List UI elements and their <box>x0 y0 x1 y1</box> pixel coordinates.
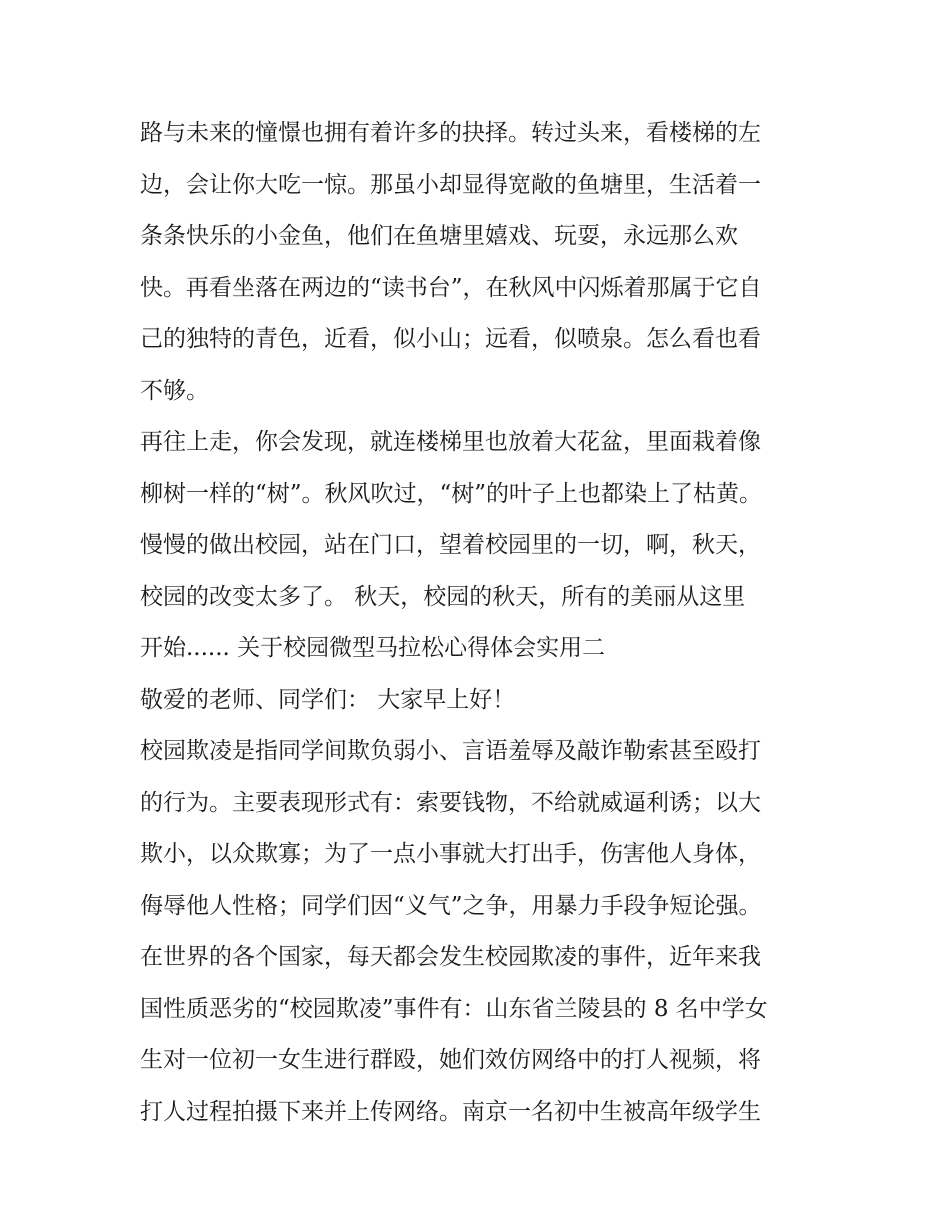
text-line: 条条快乐的小金鱼，他们在鱼塘里嬉戏、玩耍，永远那么欢 <box>140 223 738 249</box>
text-line: 校园的改变太多了。 秋天，校园的秋天，所有的美丽从这里 <box>140 583 746 610</box>
text-line: 开始...... 关于校园微型马拉松心得体会实用二 <box>140 635 606 661</box>
text-line: 快。再看坐落在两边的“读书台”，在秋风中闪烁着那属于它自 <box>140 274 762 301</box>
text-line: 校园欺凌是指同学间欺负弱小、言语羞辱及敲诈勒索甚至殴打 <box>140 738 761 764</box>
text-line: 国性质恶劣的“校园欺凌”事件有：山东省兰陵县的 8 名中学女 <box>140 995 768 1022</box>
text-line: 边，会让你大吃一惊。那虽小却显得宽敞的鱼塘里，生活着一 <box>140 171 761 198</box>
text-line: 己的独特的青色，近看，似小山；远看，似喷泉。怎么看也看 <box>140 326 761 352</box>
text-line: 路与未来的憧憬也拥有着许多的抉择。转过头来，看楼梯的左 <box>140 120 761 146</box>
document-body <box>140 108 820 1138</box>
text-line: 生对一位初一女生进行群殴，她们效仿网络中的打人视频，将 <box>140 1047 761 1073</box>
text-line: 敬爱的老师、同学们： 大家早上好！ <box>140 686 516 713</box>
text-line: 不够。 <box>140 377 209 404</box>
text-line: 再往上走，你会发现，就连楼梯里也放着大花盆，里面栽着像 <box>140 429 761 455</box>
text-line: 欺小，以众欺寡；为了一点小事就大打出手，伤害他人身体， <box>140 841 761 867</box>
text-line: 在世界的各个国家，每天都会发生校园欺凌的事件，近年来我 <box>140 944 761 970</box>
text-line: 的行为。主要表现形式有：索要钱物，不给就威逼利诱；以大 <box>140 789 761 816</box>
text-line: 打人过程拍摄下来并上传网络。南京一名初中生被高年级学生 <box>140 1098 761 1125</box>
text-line: 慢慢的做出校园，站在门口，望着校园里的一切，啊，秋天， <box>140 532 761 558</box>
text-line: 侮辱他人性格；同学们因“义气”之争，用暴力手段争短论强。 <box>140 892 762 919</box>
text-line: 柳树一样的“树”。秋风吹过，“树”的叶子上也都染上了枯黄。 <box>140 480 763 507</box>
